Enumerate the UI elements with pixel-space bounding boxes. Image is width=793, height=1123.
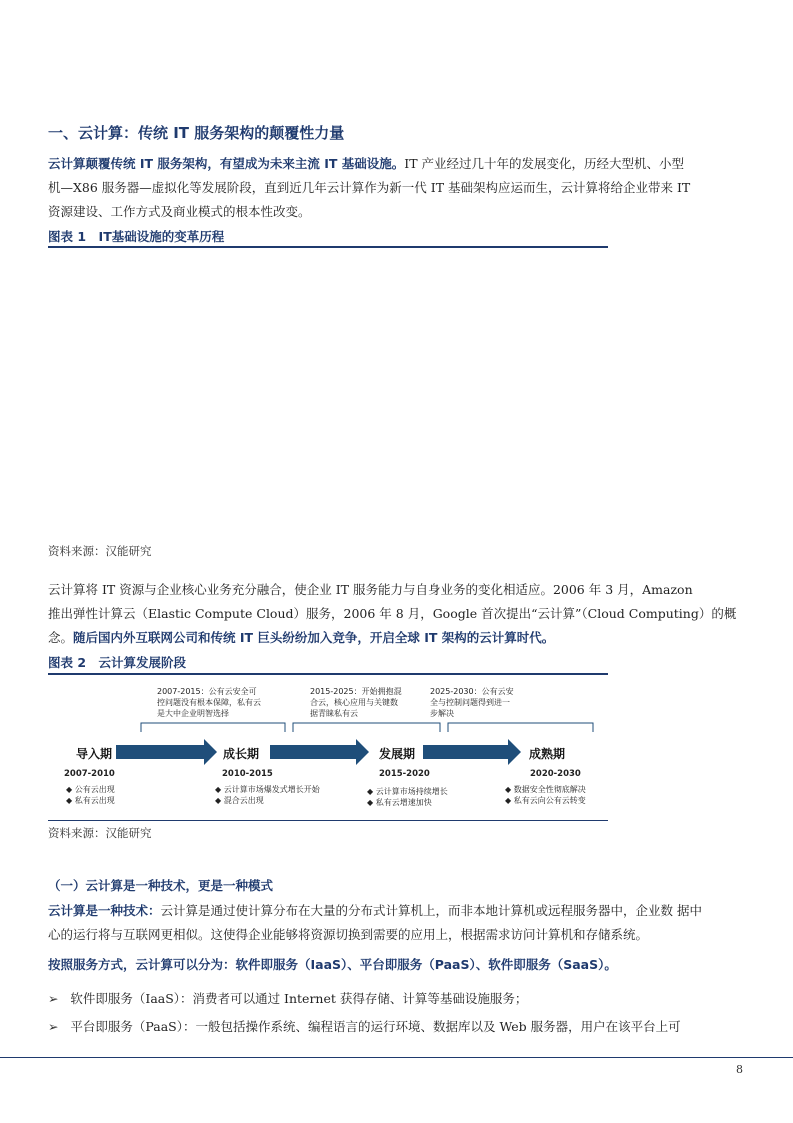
intro-line3: 资源建设、工作方式及商业模式的根本性改变。 xyxy=(48,204,311,219)
page-number: 8 xyxy=(736,1063,743,1076)
list-item: ➢ 平台即服务（PaaS）：一般包括操作系统、编程语言的运行环境、数据库以及 Web 服务器，用户在该平台上可 xyxy=(48,1019,681,1034)
figure2-source: 资料来源：汉能研究 xyxy=(48,826,152,840)
stage-mature: 成熟期 xyxy=(529,747,566,761)
technology-lead: 云计算是一种技术： xyxy=(48,903,161,918)
list-item: ◆ 私有云增速加快 xyxy=(367,798,432,807)
stage3-bullets xyxy=(367,786,448,808)
arrow-bullet-icon: ➢ xyxy=(48,991,59,1006)
year-range-3: 2015-2020 xyxy=(379,769,430,779)
service-types-heading: 按照服务方式，云计算可以分为：软件即服务（IaaS）、平台即服务（PaaS）、软件即服务（SaaS）。 xyxy=(48,957,617,972)
figure2-bottom-rule xyxy=(48,820,608,821)
history-line3b: 随后国内外互联网公司和传统 IT 巨头纷纷加入竞争，开启全球 IT 架构的云计算时代。 xyxy=(73,630,555,645)
stage-development: 发展期 xyxy=(379,747,416,761)
technology-paragraph xyxy=(48,899,788,947)
timeline-note-1: 2007-2015：公有云安全可 控问题没有根本保障，私有云 是大中企业明智选择 xyxy=(157,687,261,718)
list-item: ◆ 数据安全性彻底解决 xyxy=(505,785,586,794)
stage-intro: 导入期 xyxy=(76,747,113,761)
arrow-1 xyxy=(116,739,217,765)
history-line3a: 念。 xyxy=(48,630,74,645)
year-range-4: 2020-2030 xyxy=(530,769,581,779)
figure2-title: 图表 2 云计算发展阶段 xyxy=(48,655,187,670)
history-line2: 推出弹性计算云（Elastic Compute Cloud）服务，2006 年 8 月，Google 首次提出“云计算”（Cloud Computing）的概 xyxy=(48,606,737,621)
year-range-1: 2007-2010 xyxy=(64,769,115,779)
bracket-3 xyxy=(448,723,593,732)
year-range-2: 2010-2015 xyxy=(222,769,273,779)
intro-lead: 云计算颠覆传统 IT 服务架构，有望成为未来主流 IT 基础设施。 xyxy=(48,156,405,171)
list-item: ➢ 软件即服务（IaaS）：消费者可以通过 Internet 获得存储、计算等基础设施服务； xyxy=(48,991,528,1006)
timeline-graphic xyxy=(48,718,608,768)
list-item: ◆ 云计算市场持续增长 xyxy=(367,787,448,796)
intro-paragraph xyxy=(48,152,754,224)
timeline-note-2: 2015-2025：开始拥抱混 合云，核心应用与关键数 据青睐私有云 xyxy=(310,687,402,718)
stage1-bullets xyxy=(66,784,115,806)
figure1-top-rule xyxy=(48,246,608,248)
figure2-top-rule xyxy=(48,673,608,675)
history-line1: 云计算将 IT 资源与企业核心业务充分融合，使企业 IT 服务能力与自身业务的变化相适应。2006 年 3 月，Amazon xyxy=(48,582,693,597)
cloud-history-paragraph xyxy=(48,578,754,650)
list-item: ◆ 公有云出现 xyxy=(66,785,115,794)
section-title: 一、云计算：传统 IT 服务架构的颠覆性力量 xyxy=(48,124,345,142)
timeline-note-3: 2025-2030：公有云安 全与控制问题得到进一 步解决 xyxy=(430,687,514,718)
arrow-3 xyxy=(423,739,521,765)
stage4-bullets xyxy=(505,784,586,806)
technology-line1: 云计算是通过使计算分布在大量的分布式计算机上，而非本地计算机或远程服务器中，企业数 据中 xyxy=(160,903,702,918)
list-item: ◆ 私有云向公有云转变 xyxy=(505,796,586,805)
intro-line2: 机—X86 服务器—虚拟化等发展阶段，直到近几年云计算作为新一代 IT 基础架构应运而生，云计算将给企业带来 IT xyxy=(48,180,691,195)
bracket-1 xyxy=(141,723,285,732)
figure1-source: 资料来源：汉能研究 xyxy=(48,544,152,558)
arrow-2 xyxy=(270,739,369,765)
footer-rule xyxy=(0,1057,793,1058)
bracket-2 xyxy=(293,723,440,732)
stage2-bullets xyxy=(215,784,320,806)
subsection-title: （一）云计算是一种技术，更是一种模式 xyxy=(48,878,274,893)
figure1-title: 图表 1 IT基础设施的变革历程 xyxy=(48,229,225,244)
arrow-bullet-icon: ➢ xyxy=(48,1019,59,1034)
list-item: ◆ 私有云出现 xyxy=(66,796,115,805)
intro-line1: IT 产业经过几十年的发展变化，历经大型机、小型 xyxy=(404,156,685,171)
technology-line2: 心的运行将与互联网更相似。这使得企业能够将资源切换到需要的应用上，根据需求访问计算机和存储系统。 xyxy=(48,927,649,942)
list-item: ◆ 云计算市场爆发式增长开始 xyxy=(215,785,320,794)
stage-growth: 成长期 xyxy=(223,747,260,761)
list-item: ◆ 混合云出现 xyxy=(215,796,264,805)
